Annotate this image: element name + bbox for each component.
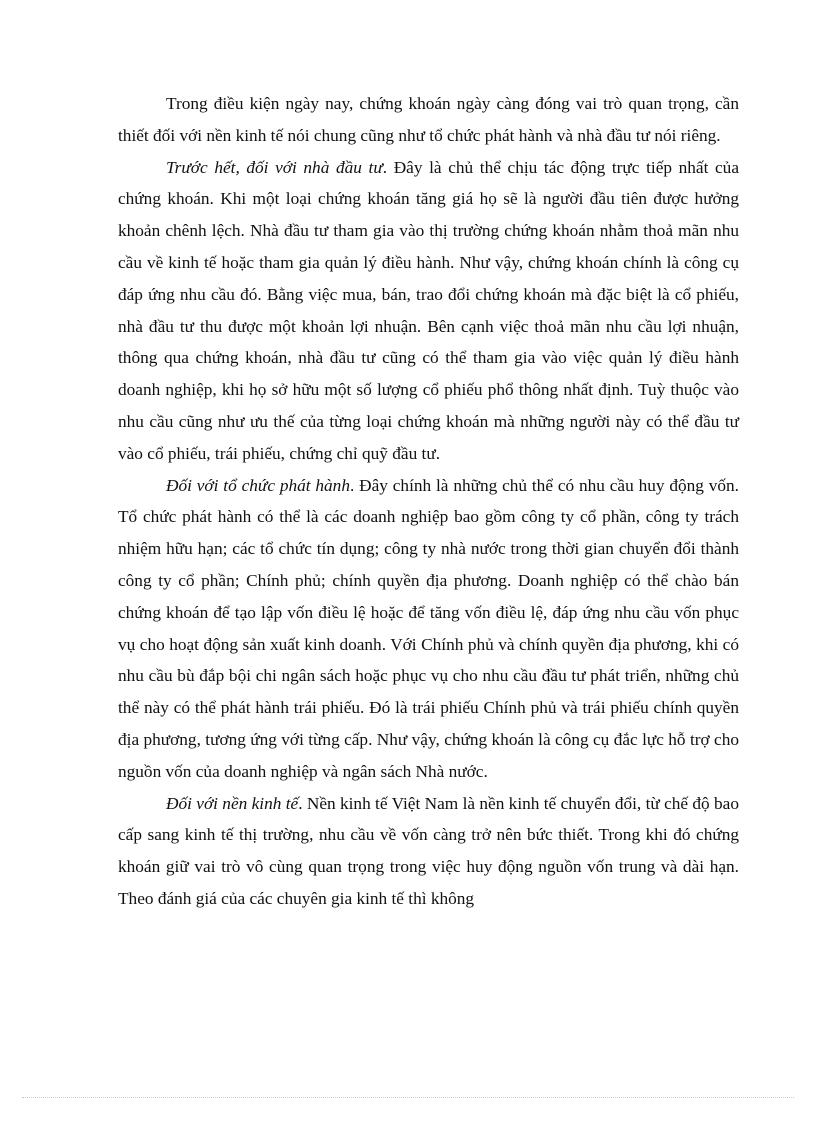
paragraph-issuers <box>118 470 739 788</box>
paragraph-text: . Nền kinh tế Việt Nam là nền kinh tế chuyển đổi, từ chế độ bao cấp sang kinh tế thị trường, nhu cầu về vốn càng trở nên bức thiết. Trong khi đó chứng khoán giữ vai trò vô cùng quan trọng trong việc huy động nguồn vốn trung và dài hạn. Theo đánh giá của các chuyên gia kinh tế thì không <box>118 793 739 908</box>
paragraph-lead: Đối với tổ chức phát hành <box>166 475 350 495</box>
paragraph-lead: Đối với nền kinh tế <box>166 793 299 813</box>
paragraph-economy <box>118 788 739 915</box>
page-bottom-divider <box>22 1097 794 1098</box>
paragraph-lead: Trước hết, đối với nhà đầu tư <box>166 157 383 177</box>
paragraph-text: . Đây là chủ thể chịu tác động trực tiếp nhất của chứng khoán. Khi một loại chứng khoán tăng giá họ sẽ là người đầu tiên được hưởng khoản chênh lệch. Nhà đầu tư tham gia vào thị trường chứng khoán nhằm thoả mãn nhu cầu về kinh tế hoặc tham gia quản lý điều hành. Như vậy, chứng khoán chính là công cụ đáp ứng nhu cầu đó. Bằng việc mua, bán, trao đổi chứng khoán mà đặc biệt là cổ phiếu, nhà đầu tư thu được một khoản lợi nhuận. Bên cạnh việc thoả mãn nhu cầu lợi nhuận, thông qua chứng khoán, nhà đầu tư cũng có thể tham gia vào việc quản lý điều hành doanh nghiệp, khi họ sở hữu một số lượng cổ phiếu phổ thông nhất định. Tuỳ thuộc vào nhu cầu cũng như ưu thế của từng loại chứng khoán mà những người này có thể đầu tư vào cổ phiếu, trái phiếu, chứng chỉ quỹ đầu tư. <box>118 157 739 463</box>
document-body <box>118 88 739 915</box>
paragraph-intro <box>118 88 739 152</box>
paragraph-investors <box>118 152 739 470</box>
paragraph-text: . Đây chính là những chủ thể có nhu cầu huy động vốn. Tổ chức phát hành có thể là các doanh nghiệp bao gồm công ty cổ phần, công ty trách nhiệm hữu hạn; các tổ chức tín dụng; công ty nhà nước trong thời gian chuyển đổi thành công ty cổ phần; Chính phủ; chính quyền địa phương. Doanh nghiệp có thể chào bán chứng khoán để tạo lập vốn điều lệ hoặc để tăng vốn điều lệ, đáp ứng nhu cầu vốn phục vụ cho hoạt động sản xuất kinh doanh. Với Chính phủ và chính quyền địa phương, khi có nhu cầu bù đắp bội chi ngân sách hoặc phục vụ cho nhu cầu đầu tư phát triển, những chủ thể này có thể phát hành trái phiếu. Đó là trái phiếu Chính phủ và trái phiếu chính quyền địa phương, tương ứng với từng cấp. Như vậy, chứng khoán là công cụ đắc lực hỗ trợ cho nguồn vốn của doanh nghiệp và ngân sách Nhà nước. <box>118 475 739 781</box>
paragraph-text: Trong điều kiện ngày nay, chứng khoán ngày càng đóng vai trò quan trọng, cần thiết đối với nền kinh tế nói chung cũng như tổ chức phát hành và nhà đầu tư nói riêng. <box>118 94 739 145</box>
